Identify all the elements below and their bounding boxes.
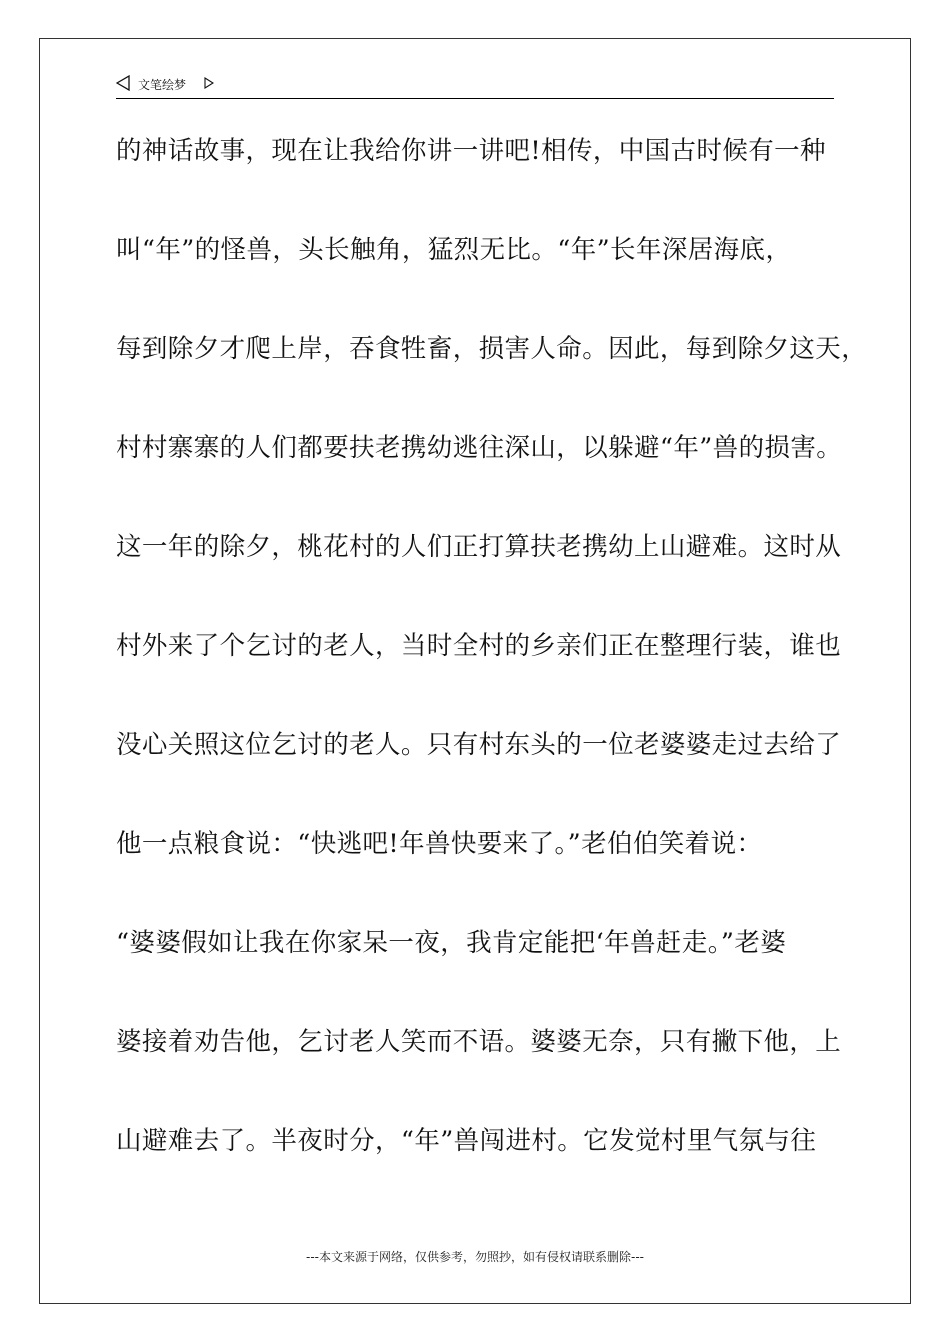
text-line: 叫“年”的怪兽，头长触角，猛烈无比。“年”长年深居海底， [116, 235, 792, 265]
page-header [116, 72, 834, 99]
body-text [116, 123, 868, 1212]
triangle-right-icon [204, 77, 214, 89]
header-title: 文笔绘梦 [138, 78, 187, 92]
text-line: 他一点粮食说：“快逃吧!年兽快要来了。”老伯伯笑着说： [116, 829, 763, 859]
text-line: 山避难去了。半夜时分，“年”兽闯进村。它发觉村里气氛与往 [116, 1126, 817, 1156]
text-line: 这一年的除夕，桃花村的人们正打算扶老携幼上山避难。这时从 [116, 532, 842, 562]
text-line: 每到除夕才爬上岸，吞食牲畜，损害人命。因此，每到除夕这天， [116, 334, 868, 364]
text-line: 婆接着劝告他，乞讨老人笑而不语。婆婆无奈，只有撇下他，上 [116, 1027, 842, 1057]
text-line: 没心关照这位乞讨的老人。只有村东头的一位老婆婆走过去给了 [116, 730, 842, 760]
text-line: 村外来了个乞讨的老人，当时全村的乡亲们正在整理行装，谁也 [116, 631, 842, 661]
text-line: “婆婆假如让我在你家呆一夜，我肯定能把‘年兽赶走。”老婆 [116, 928, 787, 958]
footer-disclaimer: ---本文来源于网络，仅供参考，勿照抄，如有侵权请联系删除--- [306, 1250, 644, 1264]
text-line: 的神话故事，现在让我给你讲一讲吧!相传，中国古时候有一种 [116, 136, 826, 166]
triangle-left-icon [116, 75, 130, 91]
text-line: 村村寨寨的人们都要扶老携幼逃往深山，以躲避“年”兽的损害。 [116, 433, 843, 463]
